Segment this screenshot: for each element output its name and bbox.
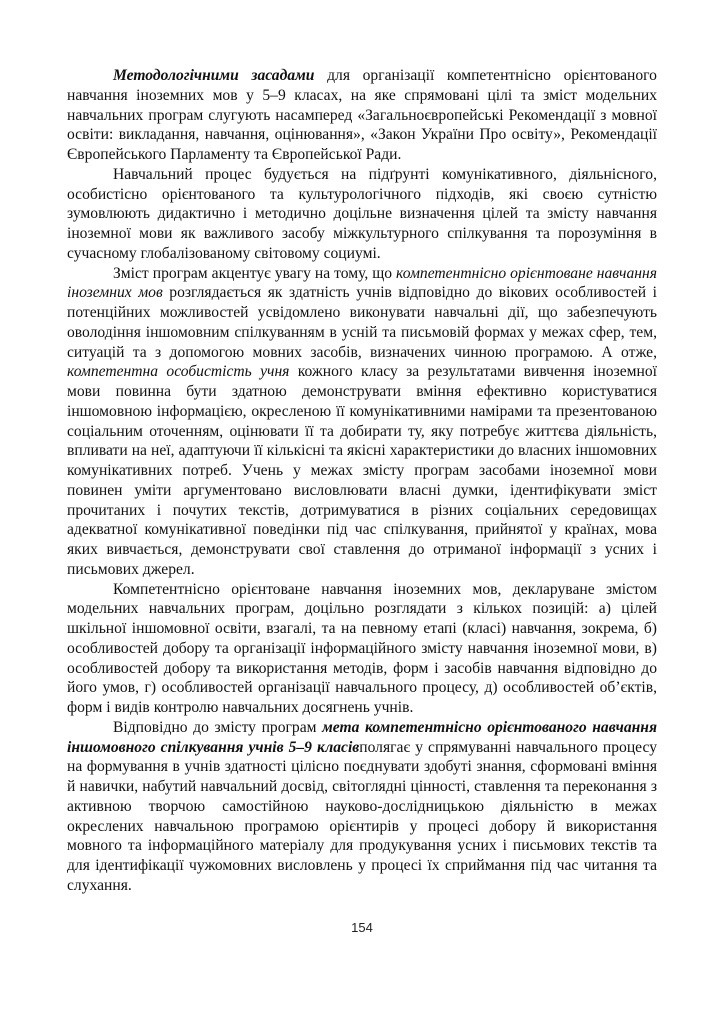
paragraph-text: Компетентнісно орієнтоване навчання іноземних мов, декларуване змістом модельних навчальних програм, доцільно розглядати з кількох позицій: а) цілей шкільної іншомовної освіти, взагалі, та на певному етапі (класі) навчання, зокрема, б) особливостей добору та організації інформаційного змісту навчання іноземної мови, в) особливостей добору та використання методів, форм і засобів навчання відповідно до його умов, г) особливостей організації навчального процесу, д) особливостей об’єктів, форм і видів контролю навчальних досягнень учнів. [67, 580, 657, 716]
paragraph-text: Зміст програм акцентує увагу на тому, що [113, 264, 397, 282]
document-page [67, 66, 657, 896]
paragraph-text: Навчальний процес будується на підґрунті комунікативного, діяльнісного, особистісно орієнтованого та культурологічного підходів, які своєю сутністю зумовлюють дидактично і методично доцільне визначення цілей та змісту навчання іноземної мови як важливого засобу міжкультурного спілкування та порозуміння в сучасному глобалізованому світовому социумі. [67, 165, 657, 262]
bold-italic-term: мета компетентнісно орієнтованого навчання іншомовного спілкування учнів 5–9 класів [67, 718, 658, 756]
paragraph-text: розглядається як здатність учнів відповідно до вікових особливостей і потенційних можливостей усвідомлено виконувати навчальні дії, що забезпечують оволодіння іншомовним спілкуванням в усній та письмовій формах у межах сфер, тем, ситуацій та з допомогою мовних засобів, визначених чинною програмою. А отже, [67, 284, 657, 361]
paragraph-text: для організації компетентнісно орієнтованого навчання іноземних мов у 5–9 класах, на яке спрямовані цілі та зміст модельних навчальних програм слугують насамперед «Загальноєвропейські Рекомендації з мовної освіти: викладання, навчання, оцінювання», «Закон України Про освіту», Рекомендації Європейського Парламенту та Європейської Ради. [67, 67, 657, 163]
bold-italic-term: Методологічними засадами [113, 67, 315, 84]
paragraph-competence-oriented-learning [67, 580, 657, 718]
paragraph-goal-grades-5-9 [67, 718, 657, 896]
paragraph-learning-process [67, 165, 657, 264]
italic-term: компетентна особистість учня [67, 363, 290, 381]
paragraph-program-content [67, 264, 657, 580]
paragraph-methodological-principles [67, 66, 657, 165]
paragraph-text: кожного класу за результатами вивчення іноземної мови повинна бути здатною демонструвати вміння ефективно користуватися іншомовною інформацією, окресленою її комунікативними намірами та презентованою соціальним оточенням, оцінювати її та добирати ту, яку потребує життєва діяльність, впливати на неї, адаптуючи її кількісні та якісні характеристики до власних іншомовних комунікативних потреб. Учень у межах змісту програм засобами іноземної мови повинен уміти аргументовано висловлювати власні думки, ідентифікувати зміст прочитаних і почутих текстів, дотримуватися в різних соціальних середовищах адекватної комунікативної поведінки під час спілкування, прийнятої у країнах, мова яких вивчається, демонструвати свої ставлення до отриманої інформації з усних і письмових джерел. [67, 363, 657, 578]
paragraph-text: Відповідно до змісту програм [113, 718, 323, 736]
page-number: 154 [351, 920, 373, 935]
italic-term: компетентнісно орієнтоване навчання іноземних мов [67, 264, 657, 302]
paragraph-text: полягає у спрямуванні навчального процесу на формування в учнів здатності цілісно поєднувати здобуті знання, сформовані вміння й навички, набутий навчальний досвід, світоглядні цінності, ставлення та переконання з активною творчою самостійною науково-дослідницькою діяльністю в межах окреслених навчальною програмою орієнтирів у процесі добору й використання мовного та інформаційного матеріалу для продукування усних і письмових текстів та для ідентифікації чужомовних висловлень у процесі їх сприймання під час читання та слухання. [67, 738, 657, 894]
